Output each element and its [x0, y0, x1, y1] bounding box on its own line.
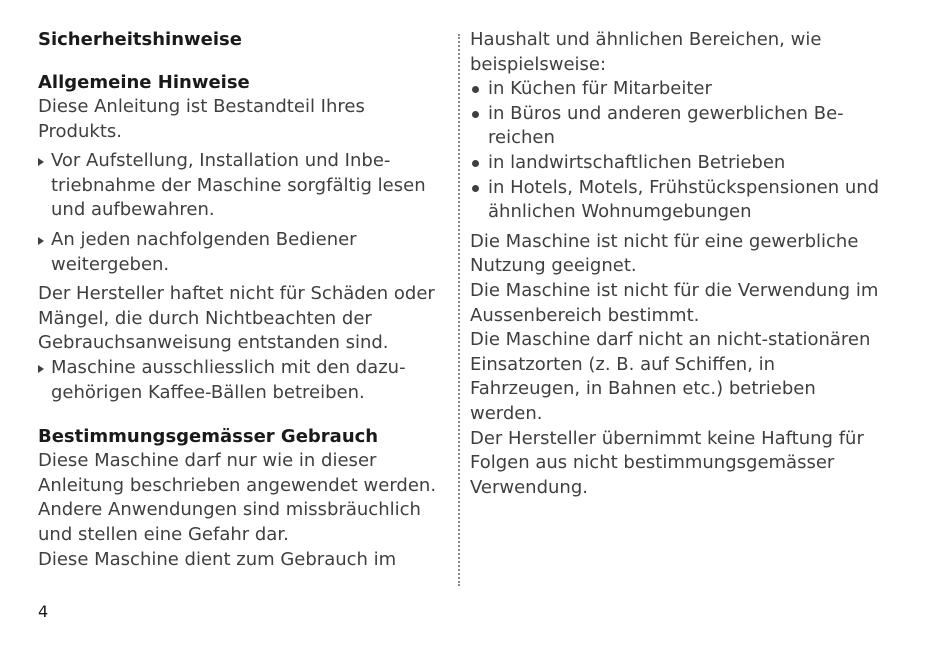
list-item — [470, 102, 890, 151]
list-item-text: in Büros und anderen gewerblichen Be-reichen — [488, 102, 844, 149]
intended-use-paragraph: Diese Maschine dient zum Gebrauch im — [38, 548, 397, 570]
intended-use-paragraph: Diese Maschine darf nur wie in dieser Anleitung beschrieben angewendet werden. Andere Anwendungen sind missbräuchlich und stellen eine Gefahr dar. — [38, 450, 437, 545]
list-item-text: in landwirtschaftlichen Betrieben — [488, 151, 786, 173]
left-column — [38, 28, 443, 572]
continuation-paragraph: Haushalt und ähnlichen Bereichen, wie beispielsweise: — [470, 29, 822, 75]
usage-paragraph: Die Maschine ist nicht für eine gewerbliche Nutzung geeignet. — [470, 230, 859, 277]
list-item-text: in Hotels, Motels, Frühstückspensionen und ähnlichen Wohnumgebungen — [488, 176, 880, 223]
instruction-item — [38, 228, 443, 277]
bullet-dot-icon — [472, 111, 479, 118]
general-notes-heading: Allgemeine Hinweise — [38, 72, 250, 93]
triangle-bullet-icon — [38, 158, 44, 166]
instruction-text: An jeden nachfolgenden Bediener weitergeben. — [51, 228, 357, 275]
usage-paragraph: Die Maschine darf nicht an nicht-stationären Einsatzorten (z. B. auf Schiffen, in Fahrzeugen, in Bahnen etc.) betrieben werden. — [470, 329, 871, 424]
bullet-dot-icon — [472, 86, 479, 93]
page-number: 4 — [38, 602, 49, 621]
instruction-item — [38, 356, 443, 405]
general-intro: Diese Anleitung ist Bestandteil Ihres Produkts. — [38, 96, 365, 142]
usage-paragraph: Die Maschine ist nicht für die Verwendung im Aussenbereich bestimmt. — [470, 279, 879, 326]
list-item — [470, 151, 890, 176]
list-item — [470, 176, 890, 225]
instruction-text: Maschine ausschliesslich mit den dazu-gehörigen Kaffee-Bällen betreiben. — [51, 356, 406, 403]
triangle-bullet-icon — [38, 237, 44, 245]
list-item-text: in Küchen für Mitarbeiter — [488, 78, 712, 100]
instruction-text: Vor Aufstellung, Installation und Inbe-triebnahme der Maschine sorgfältig lesen und aufbewahren. — [51, 150, 426, 221]
bullet-dot-icon — [472, 160, 479, 167]
intended-use-heading: Bestimmungsgemässer Gebrauch — [38, 426, 379, 448]
instruction-item — [38, 149, 443, 223]
usage-paragraph: Der Hersteller übernimmt keine Haftung für Folgen aus nicht bestimmungsgemässer Verwendung. — [470, 427, 864, 498]
right-column — [470, 28, 890, 500]
section-title: Sicherheitshinweise — [38, 29, 242, 50]
triangle-bullet-icon — [38, 365, 44, 373]
bullet-dot-icon — [472, 185, 479, 192]
column-divider — [458, 34, 460, 586]
list-item — [470, 77, 890, 102]
liability-paragraph: Der Hersteller haftet nicht für Schäden oder Mängel, die durch Nichtbeachten der Gebrauchsanweisung entstanden sind. — [38, 283, 435, 354]
